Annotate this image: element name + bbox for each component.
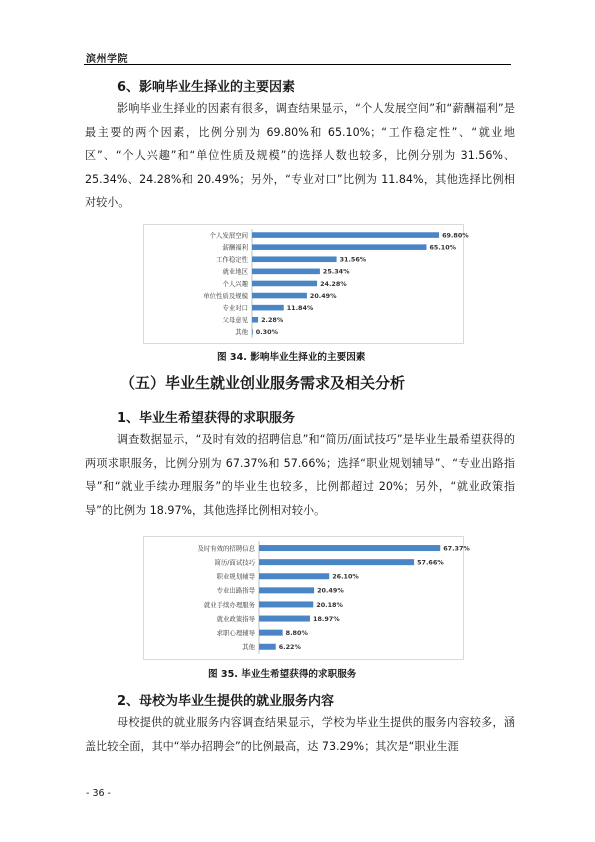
data-label: 31.56% [339, 255, 367, 264]
paragraph-school-services: 母校提供的就业服务内容调查结果显示，学校为毕业生提供的服务内容较多，涵盖比较全面，其中“举办招聘会”的比例最高，达 73.29%；其次是“职业生涯 [85, 716, 515, 753]
section-heading-factors: 6、影响毕业生择业的主要因素 [117, 80, 296, 95]
data-label: 67.37% [443, 544, 470, 553]
paragraph-factors: 影响毕业生择业的因素有很多，调查结果显示，“个人发展空间”和“薪酬福利”是最主要的两个因素，比例分别为 69.80%和 65.10%；“工作稳定性”、“就业地区”、“个人兴趣”和“单位性质及规模”的选择人数也较多，比例分别为 31.56%、25.34%、24.28%和 20.49%；另外，“专业对口”比例为 11.84%，其他选择比例相对较小。 [85, 102, 515, 210]
category-label: 工作稳定性 [216, 255, 248, 264]
chart-factors-svg [144, 225, 469, 343]
data-label: 25.34% [322, 267, 350, 276]
bar [252, 281, 317, 287]
category-label: 专业出路指导 [216, 586, 255, 595]
bar [259, 630, 283, 636]
bar [252, 269, 320, 275]
paragraph-job-services: 调查数据显示，“及时有效的招聘信息”和“简历/面试技巧”是毕业生最希望获得的两项求职服务，比例分别为 67.37%和 57.66%；选择“职业规划辅导”、“专业出路指导”和“就业手续办理服务”的毕业生也较多，比例都超过 20%；另外，“就业政策指导”的比例为 18.97%，其他选择比例相对较小。 [85, 433, 515, 517]
bar [259, 559, 414, 565]
data-label: 11.84% [286, 303, 314, 312]
data-label: 24.28% [320, 279, 347, 288]
bar [252, 317, 258, 323]
data-label: 65.10% [429, 243, 457, 252]
category-label: 就业政策指导 [216, 614, 255, 623]
chart-factors [143, 224, 469, 344]
bar [259, 573, 329, 579]
bar [259, 587, 314, 593]
section-heading-job-services: 1、毕业生希望获得的求职服务 [117, 411, 296, 426]
category-label: 个人发展空间 [209, 231, 248, 240]
figure-caption-34: 图 34. 影响毕业生择业的主要因素 [217, 352, 366, 363]
category-label: 及时有效的招聘信息 [197, 544, 255, 553]
data-label: 2.28% [261, 316, 284, 325]
page-number: - 36 - [86, 788, 111, 799]
data-label: 18.97% [313, 614, 340, 623]
data-label: 57.66% [417, 558, 444, 567]
data-label: 6.22% [278, 643, 301, 652]
bar [252, 256, 337, 262]
bar [252, 293, 307, 299]
category-label: 父母意见 [222, 316, 248, 325]
chart-job-services [143, 536, 470, 660]
chart-job-services-svg [144, 537, 470, 659]
data-label: 69.80% [442, 231, 469, 240]
figure-caption-35: 图 35. 毕业生希望获得的求职服务 [208, 669, 357, 680]
data-label: 20.49% [309, 291, 337, 300]
bar [252, 232, 439, 238]
running-header: 滨州学院 [86, 54, 128, 65]
bar [259, 644, 276, 650]
bar [252, 329, 253, 335]
category-label: 就业地区 [222, 267, 248, 276]
category-label: 其他 [235, 328, 248, 337]
bar [259, 601, 313, 607]
bar [252, 305, 284, 311]
bar [259, 616, 310, 622]
category-label: 求职心理辅导 [216, 628, 255, 637]
header-divider [84, 64, 511, 65]
data-label: 20.49% [317, 586, 344, 595]
category-label: 薪酬福利 [222, 243, 248, 252]
section-heading-school-services: 2、母校为毕业生提供的就业服务内容 [117, 694, 335, 709]
section-heading-services: （五）毕业生就业创业服务需求及相关分析 [120, 374, 406, 392]
category-label: 其他 [242, 643, 255, 652]
data-label: 26.10% [332, 572, 359, 581]
category-label: 就业手续办理服务 [203, 600, 255, 609]
category-label: 简历/面试技巧 [214, 558, 255, 567]
data-label: 20.18% [316, 600, 343, 609]
data-label: 8.80% [285, 628, 308, 637]
bar [259, 545, 440, 551]
category-label: 单位性质及规模 [203, 291, 248, 300]
category-label: 专业对口 [222, 303, 248, 312]
category-label: 职业规划辅导 [216, 572, 255, 581]
bar [252, 244, 426, 250]
data-label: 0.30% [255, 328, 278, 337]
category-label: 个人兴趣 [222, 279, 248, 288]
